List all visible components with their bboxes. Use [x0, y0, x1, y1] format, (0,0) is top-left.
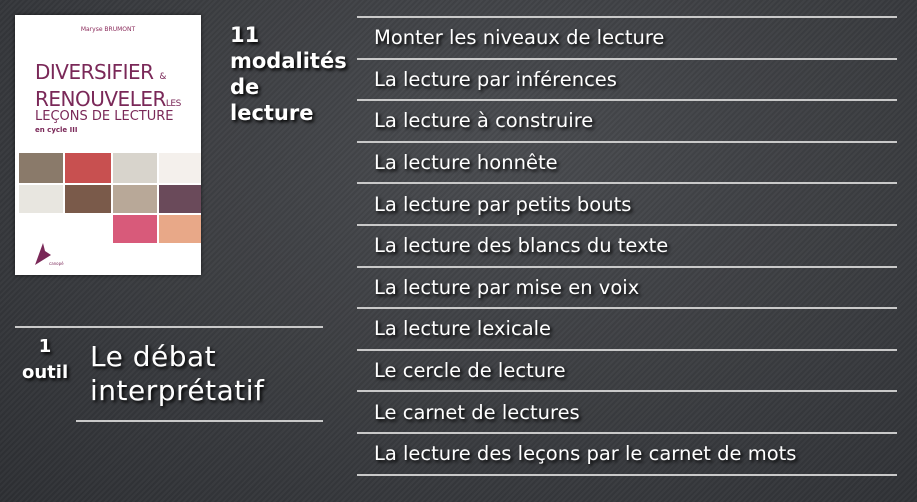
list-item: La lecture à construire	[357, 99, 897, 141]
modalites-list	[357, 16, 897, 476]
list-item: La lecture lexicale	[357, 307, 897, 349]
modalites-label-line2: de	[230, 75, 260, 99]
list-item: Le cercle de lecture	[357, 349, 897, 391]
outil-title-line2: interprétatif	[90, 374, 265, 407]
list-item: La lecture honnête	[357, 141, 897, 183]
cover-photo-collage	[19, 153, 201, 245]
outil-title-line1: Le débat	[90, 340, 217, 373]
list-item: Monter les niveaux de lecture	[357, 16, 897, 58]
modalites-label	[230, 22, 347, 126]
modalites-label-line3: lecture	[230, 101, 314, 125]
outil-title	[90, 340, 264, 408]
list-item: La lecture des blancs du texte	[357, 224, 897, 266]
cover-subtitle: en cycle III	[35, 126, 78, 134]
outil-count: 1	[38, 336, 52, 357]
modalites-label-line1: modalités	[230, 49, 347, 73]
list-item: La lecture par mise en voix	[357, 266, 897, 308]
cover-title-line1: DIVERSIFIER & RENOUVELERLES	[35, 60, 181, 111]
outil-bottom-divider	[76, 420, 323, 422]
cover-author: Maryse BRUMONT	[80, 26, 136, 33]
list-item: La lecture des leçons par le carnet de mots	[357, 432, 897, 476]
cover-title-line3: LEÇONS DE LECTURE	[35, 109, 174, 124]
book-cover	[15, 15, 201, 275]
outil-label-text: outil	[22, 362, 69, 383]
modalites-count: 11	[230, 23, 260, 47]
outil-label	[22, 334, 68, 386]
list-item: Le carnet de lectures	[357, 390, 897, 432]
list-item: La lecture par inférences	[357, 58, 897, 100]
outil-top-divider	[15, 326, 323, 328]
list-item: La lecture par petits bouts	[357, 182, 897, 224]
publisher-name: canopé	[49, 261, 64, 266]
